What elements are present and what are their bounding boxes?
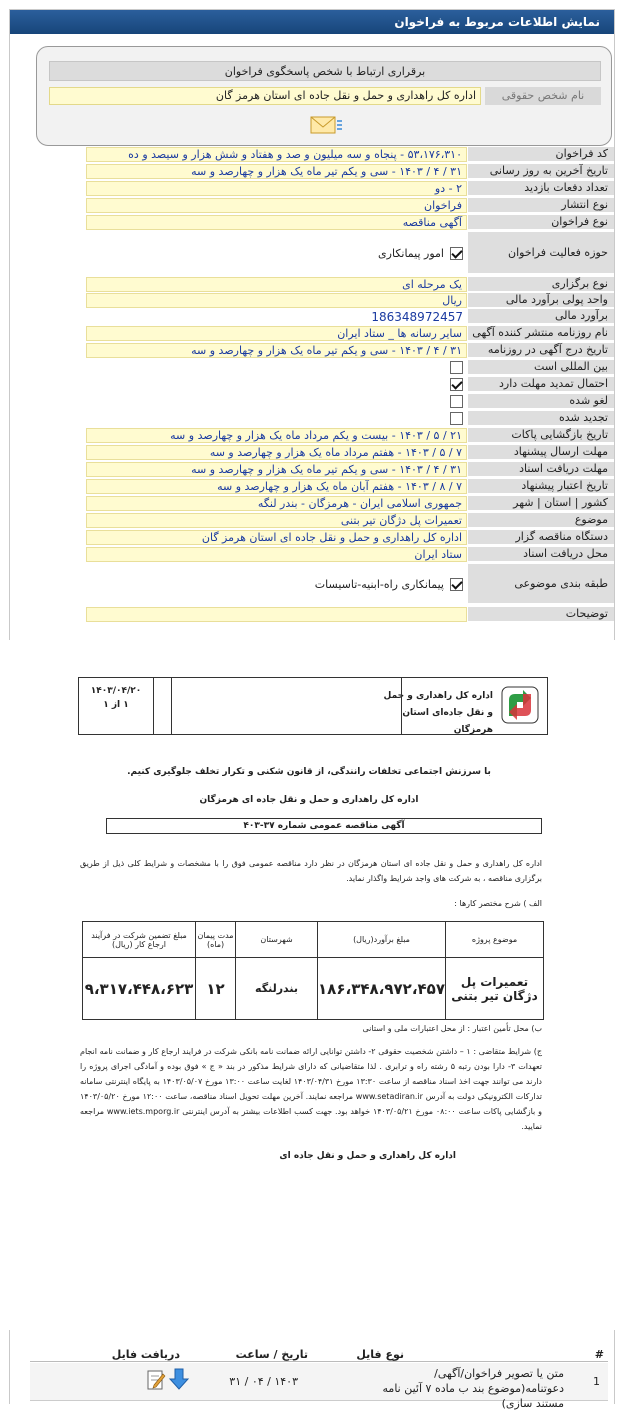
contact-row <box>49 87 601 105</box>
row-publish-type <box>86 197 614 214</box>
contact-value: اداره کل راهداری و حمل و نقل جاده ای استان هرمز گان <box>49 87 481 105</box>
field-value: آگهی مناقصه <box>86 215 467 230</box>
row-last-update <box>86 163 614 180</box>
field-label: توضیحات <box>468 607 614 622</box>
field-value: ۳۱ / ۴ / ۱۴۰۳ - سی و یکم تیر ماه یک هزار و چهارصد و سه <box>86 164 467 179</box>
row-estimate <box>86 308 614 325</box>
field-label: کشور | استان | شهر <box>468 496 614 511</box>
field-label: موضوع <box>468 513 614 528</box>
field-label: نوع فراخوان <box>468 215 614 230</box>
field-label: کد فراخوان <box>468 147 614 162</box>
row-organizer <box>86 529 614 546</box>
field-label: تجدید شده <box>468 411 614 426</box>
files-col-type: نوع فایل <box>356 1348 404 1361</box>
row-tender-code <box>86 146 614 163</box>
row-category <box>86 563 614 605</box>
th-duration: مدت پیمان (ماه) <box>196 922 236 958</box>
field-label: مهلت دریافت اسناد <box>468 462 614 477</box>
international-checkbox[interactable] <box>450 361 463 374</box>
row-docs-deadline <box>86 461 614 478</box>
row-tender-type <box>86 214 614 231</box>
row-visit-count <box>86 180 614 197</box>
row-newspaper <box>86 325 614 342</box>
field-label: دستگاه مناقصه گزار <box>468 530 614 545</box>
field-value: فراخوان <box>86 198 467 213</box>
field-value: ۳۱ / ۴ / ۱۴۰۳ - سی و یکم تیر ماه یک هزار و چهارصد و سه <box>86 343 467 358</box>
field-label: طبقه بندی موضوعی <box>468 564 614 604</box>
field-label: تاریخ اعتبار پیشنهاد <box>468 479 614 494</box>
row-activity-area <box>86 231 614 275</box>
field-label: مهلت ارسال پیشنهاد <box>468 445 614 460</box>
cancelled-checkbox[interactable] <box>450 395 463 408</box>
field-value <box>86 607 467 622</box>
table-header-row <box>83 922 544 958</box>
row-holding-type <box>86 276 614 293</box>
row-international <box>86 359 614 376</box>
contact-label: نام شخص حقوقی <box>485 87 601 105</box>
field-label: واحد پولی برآورد مالی <box>468 293 614 308</box>
project-table <box>82 921 544 1020</box>
field-label: تاریخ بازگشایی پاکات <box>468 428 614 443</box>
field-value <box>86 394 467 409</box>
activity-label: امور پیمانکاری <box>378 246 444 260</box>
td-city: بندرلنگه <box>236 958 318 1020</box>
category-checkbox[interactable] <box>450 578 463 591</box>
extension-checkbox[interactable] <box>450 378 463 391</box>
renewed-checkbox[interactable] <box>450 412 463 425</box>
field-value: سایر رسانه ها _ ستاد ایران <box>86 326 467 341</box>
field-label: لغو شده <box>468 394 614 409</box>
table-row <box>83 958 544 1020</box>
file-row <box>30 1363 608 1410</box>
letterhead-date <box>79 678 153 734</box>
file-date: ۱۴۰۳ / ۰۴ / ۳۱ <box>229 1375 298 1388</box>
field-value <box>86 411 467 426</box>
field-value <box>86 377 467 392</box>
field-value <box>86 360 467 375</box>
file-type: متن یا تصویر فراخوان/آگهی/دعوتنامه(موضوع بند ب ماده ۷ آئین نامه مستند سازی) <box>382 1367 564 1410</box>
road-authority-logo-icon <box>501 686 539 724</box>
row-docs-place <box>86 546 614 563</box>
field-value: ۵۳،۱۷۶،۳۱۰ - پنجاه و سه میلیون و صد و هفتاد و شش هزار و سیصد و ده <box>86 147 467 162</box>
files-table-header <box>30 1348 608 1362</box>
activity-checkbox[interactable] <box>450 247 463 260</box>
field-label: احتمال تمدید مهلت دارد <box>468 377 614 392</box>
file-num: 1 <box>593 1375 600 1388</box>
row-submit-deadline <box>86 444 614 461</box>
category-label: پیمانکاری راه-ابنیه-تاسیسات <box>314 577 444 591</box>
row-validity-date <box>86 478 614 495</box>
field-label: بین المللی است <box>468 360 614 375</box>
doc-intro: اداره کل راهداری و حمل و نقل جاده ای استان هرمزگان در نظر دارد مناقصه عمومی فوق را با مشخصات و شرایط کلی ذیل از طریق برگزاری مناقصه ، به شرکت های واجد شرایط واگذار نماید. <box>80 859 542 883</box>
field-label: برآورد مالی <box>468 309 614 324</box>
field-value <box>86 564 467 604</box>
field-value: ۷ / ۵ / ۱۴۰۳ - هفتم مرداد ماه یک هزار و چهارصد و سه <box>86 445 467 460</box>
field-label: محل دریافت اسناد <box>468 547 614 562</box>
field-label: نوع انتشار <box>468 198 614 213</box>
tender-document-image <box>0 640 618 1330</box>
doc-ad-title: آگهی مناقصه عمومی شماره ۳۷-۴۰۳ <box>106 818 542 834</box>
field-value: ستاد ایران <box>86 547 467 562</box>
download-arrow-icon[interactable] <box>168 1367 190 1391</box>
td-estimate: ۱۸۶،۳۴۸،۹۷۲،۴۵۷ <box>318 958 446 1020</box>
row-subject <box>86 512 614 529</box>
row-opening-date <box>86 427 614 444</box>
files-col-date: تاریخ / ساعت <box>235 1348 308 1361</box>
field-value: ۷ / ۸ / ۱۴۰۳ - هفتم آبان ماه یک هزار و چهارصد و سه <box>86 479 467 494</box>
edit-document-icon[interactable] <box>146 1369 166 1391</box>
field-label: تعداد دفعات بازدید <box>468 181 614 196</box>
field-label: حوزه فعالیت فراخوان <box>468 232 614 274</box>
envelope-icon[interactable] <box>309 113 343 137</box>
row-newspaper-date <box>86 342 614 359</box>
field-value: 186348972457 <box>86 309 467 324</box>
letterhead <box>78 677 548 735</box>
th-city: شهرستان <box>236 922 318 958</box>
td-project: تعمیرات پل دژگان تیر بتنی <box>446 958 544 1020</box>
row-currency <box>86 292 614 309</box>
files-col-download: دریافت فایل <box>111 1348 180 1361</box>
page-title: نمایش اطلاعات مربوط به فراخوان <box>10 10 614 34</box>
td-guarantee: ۹،۳۱۷،۴۴۸،۶۲۳ <box>83 958 196 1020</box>
doc-section-b: ب) محل تأمین اعتبار : از محل اعتبارات ملی و استانی <box>362 1024 542 1033</box>
contact-header: برقراری ارتباط با شخص پاسخگوی فراخوان <box>49 61 601 81</box>
doc-org-line: اداره کل راهداری و حمل و نقل جاده ای هرمزگان <box>199 795 419 805</box>
field-label: نام روزنامه منتشر کننده آگهی <box>468 326 614 341</box>
field-label: نوع برگزاری <box>468 277 614 292</box>
field-value <box>86 232 467 274</box>
field-label: تاریخ درج آگهی در روزنامه <box>468 343 614 358</box>
field-value: ۲۱ / ۵ / ۱۴۰۳ - بیست و یکم مرداد ماه یک هزار و چهارصد و سه <box>86 428 467 443</box>
th-project: موضوع پروژه <box>446 922 544 958</box>
doc-page: ۱ از ۱ <box>103 700 129 710</box>
row-cancelled <box>86 393 614 410</box>
td-duration: ۱۲ <box>196 958 236 1020</box>
field-value: یک مرحله ای <box>86 277 467 292</box>
field-label: تاریخ آخرین به روز رسانی <box>468 164 614 179</box>
field-value: تعمیرات پل دژگان تیر بتنی <box>86 513 467 528</box>
field-value: ۲ - دو <box>86 181 467 196</box>
th-guarantee: مبلغ تضمین شرکت در فرآیند ارجاع کار (ریال) <box>83 922 196 958</box>
contact-panel <box>36 46 612 146</box>
doc-slogan: با سرزنش اجتماعی تخلفات رانندگی، از قانون شکنی و تکرار تخلف جلوگیری کنیم. <box>127 767 491 777</box>
field-value: ریال <box>86 293 467 308</box>
field-value: جمهوری اسلامی ایران - هرمزگان - بندر لنگه <box>86 496 467 511</box>
row-location <box>86 495 614 512</box>
doc-signature: اداره کل راهداری و حمل و نقل جاده ای <box>279 1151 456 1161</box>
doc-section-a: الف ) شرح مختصر کارها : <box>454 899 542 908</box>
files-col-num: # <box>594 1348 604 1361</box>
letterhead-org: اداره کل راهداری و حمل و نقل جاده‌ای استان هرمزگان <box>383 691 493 735</box>
row-renewed <box>86 410 614 427</box>
doc-section-c: ج) شرایط متقاضی : ۱ – داشتن شخصیت حقوقی ۲- داشتن توانایی ارائه ضمانت نامه بانکی شرکت در فرایند ارجاع کار و ضمانت نامه انجام تعهدات ۳- دارا بودن رتبه ۵ رشته راه و ترابری . لذا متقاضیانی که دارای شرایط مذکور در بند « ج » فوق بوده و آمادگی اجرای پروژه را دارند می توانند جهت اخذ اسناد مناقصه از ساعت ۱۳:۳۰ مورخ ۱۴۰۳/۰۴/۳۱ لغایت ساعت ۱۳:۰۰ مورخ ۱۴۰۳/۰۵/۰۷ به پایگاه اینترنتی سامانه تدارکات الکترونیکی دولت به آدرس www.setadiran.ir مراجعه نمایند. آخرین مهلت تحویل اسناد مناقصه، ساعت ۱۲:۰۰ مورخ ۱۴۰۳/۰۵/۲۰ و بازگشایی پاکات ساعت ۰۸:۰۰ مورخ ۱۴۰۳/۰۵/۲۱ خواهد بود. جهت کسب اطلاعات بیشتر به آدرس اینترنتی www.iets.mporg.ir مراجعه نمایید. <box>80 1047 543 1131</box>
row-extension <box>86 376 614 393</box>
th-estimate: مبلغ برآورد(ریال) <box>318 922 446 958</box>
field-value: اداره کل راهداری و حمل و نقل جاده ای استان هرمز گان <box>86 530 467 545</box>
doc-date: ۱۴۰۳/۰۴/۲۰ <box>90 686 142 696</box>
row-description <box>86 606 614 623</box>
field-value: ۳۱ / ۴ / ۱۴۰۳ - سی و یکم تیر ماه یک هزار و چهارصد و سه <box>86 462 467 477</box>
